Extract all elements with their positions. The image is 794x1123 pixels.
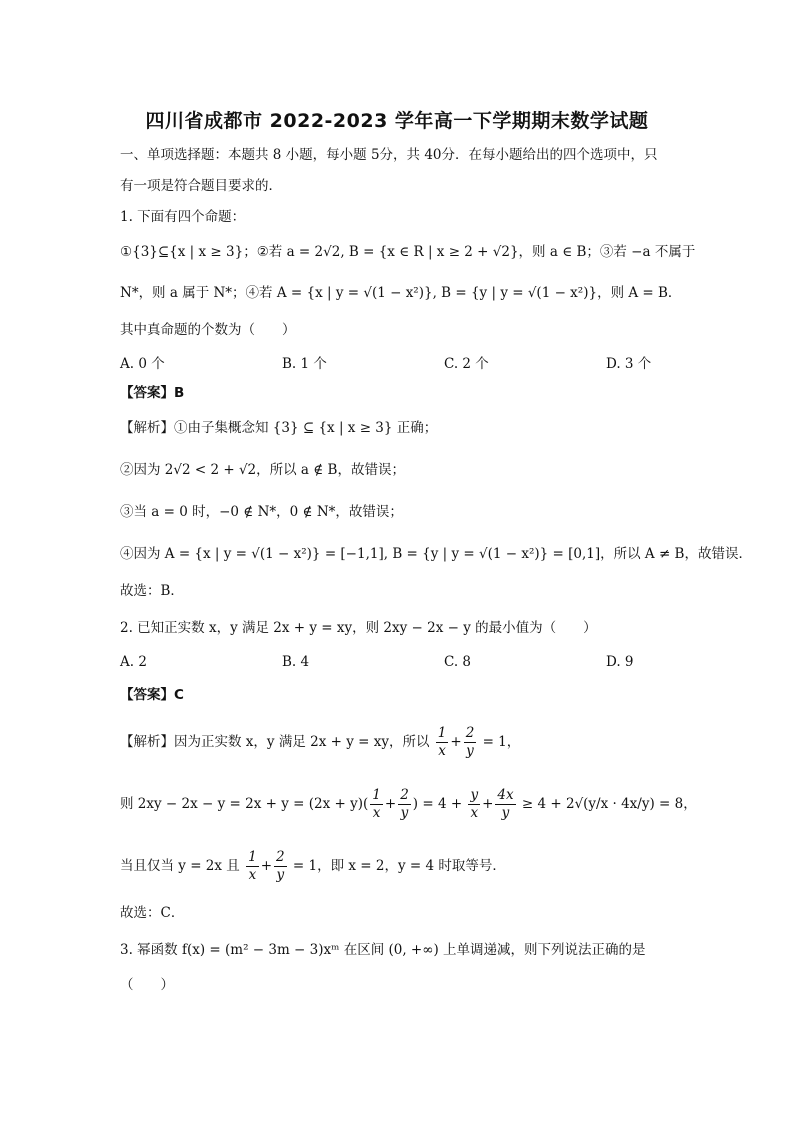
q2-option-b: B. 4 <box>282 654 310 670</box>
page-title: 四川省成都市 2022-2023 学年高一下学期期末数学试题 <box>145 110 649 132</box>
q1-stem: 1. 下面有四个命题： <box>120 209 246 225</box>
q2-explain-2-tail: ≥ 4 + 2√(y/x · 4x/y) = 8， <box>521 796 697 812</box>
fraction-y-over-x: $\frac{y}{x}$ <box>470 787 479 821</box>
q3-stem: 3. 幂函数 f(x) = (m² − 3m − 3)xᵐ 在区间 (0, +∞) 上单调递减，则下列说法正确的是 <box>120 942 646 958</box>
fraction-2-over-y: $\frac{2}{y}$ <box>400 787 409 821</box>
q2-explain-2-mid: ) = 4 + <box>412 796 463 812</box>
q2-choose: 故选：C． <box>120 905 185 921</box>
fraction-4x-over-y: $\frac{4x}{y}$ <box>497 787 514 821</box>
fraction-1-over-x: $\frac{1}{x}$ <box>437 725 447 759</box>
q3-paren: （ ） <box>120 977 174 993</box>
q2-option-c: C. 8 <box>444 654 472 670</box>
fraction-1-over-x: $\frac{1}{x}$ <box>372 787 381 821</box>
q2-explain-1: 【解析】因为正实数 x，y 满足 2x + y = xy，所以 $\frac{1}{x}$ + $\frac{2}{y}$ = 1， <box>120 725 521 759</box>
q2-explain-3-tail: = 1，即 x = 2，y = 4 时取等号． <box>292 858 506 874</box>
q1-choose: 故选：B． <box>120 583 184 599</box>
q1-propositions-line1: ①{3}⊆{x | x ≥ 3}；②若 a = 2√2, B = {x ∈ R | x ≥ 2 + √2}，则 a ∈ B；③若 −a 不属于 <box>120 244 696 260</box>
q1-option-c: C. 2 个 <box>444 356 489 372</box>
q1-question: 其中真命题的个数为（ ） <box>120 322 296 338</box>
q2-explain-3: 当且仅当 y = 2x 且 $\frac{1}{x}$ + $\frac{2}{y}$ = 1，即 x = 2，y = 4 时取等号． <box>120 849 506 883</box>
q1-option-b: B. 1 个 <box>282 356 327 372</box>
q1-explain-1: 【解析】①由子集概念知 {3} ⊆ {x | x ≥ 3} 正确； <box>120 420 438 436</box>
q1-option-a: A. 0 个 <box>120 356 165 372</box>
q1-answer: 【答案】B <box>120 385 185 401</box>
q1-explain-4: ④因为 A = {x | y = √(1 − x²)} = [−1,1], B = {y | y = √(1 − x²)} = [0,1]，所以 A ≠ B，故错误． <box>120 546 752 562</box>
q2-explain-2: 则 2xy − 2x − y = 2x + y = (2x + y)( $\frac{1}{x}$ + $\frac{2}{y}$ ) = 4 + $\frac{y}{x}$ + $\frac{4x}{y}$ ≥ 4 + 2√(y/x · 4x/y) = 8， <box>120 787 697 821</box>
fraction-2-over-y: $\frac{2}{y}$ <box>465 725 475 759</box>
q2-explain-1-tail: = 1， <box>482 734 521 750</box>
q2-explain-2-text: 则 2xy − 2x − y = 2x + y = (2x + y)( <box>120 796 369 812</box>
fraction-2-over-y: $\frac{2}{y}$ <box>276 849 285 883</box>
q1-option-d: D. 3 个 <box>606 356 652 372</box>
q2-explain-1-text: 【解析】因为正实数 x，y 满足 2x + y = xy，所以 <box>120 734 430 750</box>
q1-explain-2: ②因为 2√2 < 2 + √2，所以 a ∉ B，故错误； <box>120 462 405 478</box>
fraction-1-over-x: $\frac{1}{x}$ <box>248 849 257 883</box>
section-heading-line1: 一、单项选择题：本题共 8 小题，每小题 5分，共 40分．在每小题给出的四个选项中，只 <box>120 147 658 163</box>
q2-option-d: D. 9 <box>606 654 634 670</box>
q2-stem: 2. 已知正实数 x，y 满足 2x + y = xy，则 2xy − 2x − y 的最小值为（ ） <box>120 620 597 636</box>
q1-propositions-line2: N*，则 a 属于 N*；④若 A = {x | y = √(1 − x²)}, B = {y | y = √(1 − x²)}，则 A = B． <box>120 285 682 301</box>
q2-explain-3-text: 当且仅当 y = 2x 且 <box>120 858 240 874</box>
q1-explain-3: ③当 a = 0 时，−0 ∉ N*，0 ∉ N*，故错误； <box>120 504 403 520</box>
q2-answer: 【答案】C <box>120 687 184 703</box>
q2-option-a: A. 2 <box>120 654 147 670</box>
section-heading-line2: 有一项是符合题目要求的． <box>120 178 282 194</box>
